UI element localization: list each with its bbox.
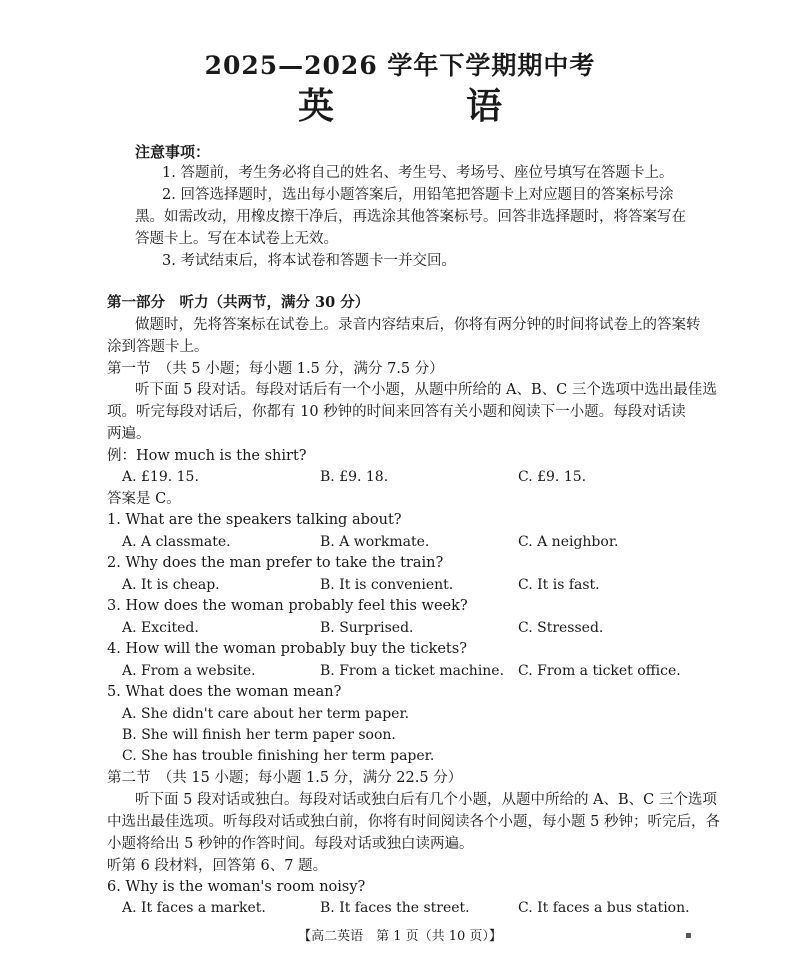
example-option-b: B. £9. 18. — [320, 469, 389, 485]
example-option-c: C. £9. 15. — [518, 469, 587, 485]
part1-intro-1: 做题时，先将答案标在试卷上。录音内容结束后，你将有两分钟的时间将试卷上的答案转 — [135, 317, 701, 333]
exam-title: 2025—2026 学年下学期期中考 — [204, 51, 596, 80]
q2-option-b: B. It is convenient. — [320, 577, 454, 593]
part1-heading: 第一部分 听力（共两节，满分 30 分） — [107, 294, 370, 311]
q3-option-b: B. Surprised. — [320, 620, 414, 636]
question-3: 3. How does the woman probably feel this week? — [107, 598, 468, 614]
example-question: 例：How much is the shirt? — [107, 448, 307, 464]
q5-option-a: A. She didn't care about her term paper. — [122, 706, 410, 722]
subject-title: 英 语 — [297, 85, 550, 127]
q4-option-a: A. From a website. — [122, 663, 256, 679]
q3-option-c: C. Stressed. — [518, 620, 604, 636]
q6-option-a: A. It faces a market. — [122, 900, 266, 916]
section2-intro-3: 小题将给出 5 秒钟的作答时间。每段对话或独白读两遍。 — [107, 836, 474, 852]
page-footer: 【高二英语 第 1 页（共 10 页）】 — [298, 929, 502, 944]
q4-option-c: C. From a ticket office. — [518, 663, 681, 679]
q1-option-a: A. A classmate. — [122, 534, 231, 550]
notice-heading: 注意事项： — [135, 143, 211, 161]
part1-intro-2: 涂到答题卡上。 — [107, 339, 209, 355]
section1-intro-3: 两遍。 — [107, 426, 151, 442]
q1-option-c: C. A neighbor. — [518, 534, 619, 550]
q1-option-b: B. A workmate. — [320, 534, 430, 550]
section2-intro-2: 中选出最佳选项。听每段对话或独白前，你将有时间阅读各个小题，每小题 5 秒钟；听完后，各 — [107, 814, 720, 830]
q6-option-b: B. It faces the street. — [320, 900, 470, 916]
example-option-a: A. £19. 15. — [122, 469, 199, 485]
question-2: 2. Why does the man prefer to take the train? — [107, 555, 444, 571]
q2-option-c: C. It is fast. — [518, 577, 600, 593]
q4-option-b: B. From a ticket machine. — [320, 663, 505, 679]
material-6-instruction: 听第 6 段材料，回答第 6、7 题。 — [107, 858, 328, 874]
example-answer: 答案是 C。 — [107, 491, 181, 507]
section2-heading: 第二节 （共 15 小题；每小题 1.5 分，满分 22.5 分） — [107, 770, 463, 786]
q6-option-c: C. It faces a bus station. — [518, 900, 690, 916]
question-4: 4. How will the woman probably buy the tickets? — [107, 641, 467, 657]
q5-option-b: B. She will finish her term paper soon. — [122, 727, 396, 743]
q3-option-a: A. Excited. — [122, 620, 199, 636]
q2-option-a: A. It is cheap. — [122, 577, 220, 593]
question-6: 6. Why is the woman's room noisy? — [107, 879, 366, 895]
section1-intro-1: 听下面 5 段对话。每段对话后有一个小题，从题中所给的 A、B、C 三个选项中选出最佳选 — [135, 382, 717, 398]
notice-line-5: 3. 考试结束后，将本试卷和答题卡一并交回。 — [162, 253, 456, 269]
section2-intro-1: 听下面 5 段对话或独白。每段对话或独白后有几个小题，从题中所给的 A、B、C 三个选项 — [135, 792, 717, 808]
question-5: 5. What does the woman mean? — [107, 684, 342, 700]
corner-mark: ▪ — [685, 930, 692, 941]
notice-line-4: 答题卡上。写在本试卷上无效。 — [135, 231, 338, 247]
notice-line-2: 2. 回答选择题时，选出每小题答案后，用铅笔把答题卡上对应题目的答案标号涂 — [162, 187, 674, 203]
notice-line-3: 黑。如需改动，用橡皮擦干净后，再选涂其他答案标号。回答非选择题时，将答案写在 — [135, 209, 686, 225]
section1-intro-2: 项。听完每段对话后，你都有 10 秒钟的时间来回答有关小题和阅读下一小题。每段对话读 — [107, 404, 686, 420]
q5-option-c: C. She has trouble finishing her term paper. — [122, 748, 435, 764]
notice-line-1: 1. 答题前，考生务必将自己的姓名、考生号、考场号、座位号填写在答题卡上。 — [162, 165, 674, 181]
question-1: 1. What are the speakers talking about? — [107, 512, 402, 528]
section1-heading: 第一节 （共 5 小题；每小题 1.5 分，满分 7.5 分） — [107, 361, 444, 377]
